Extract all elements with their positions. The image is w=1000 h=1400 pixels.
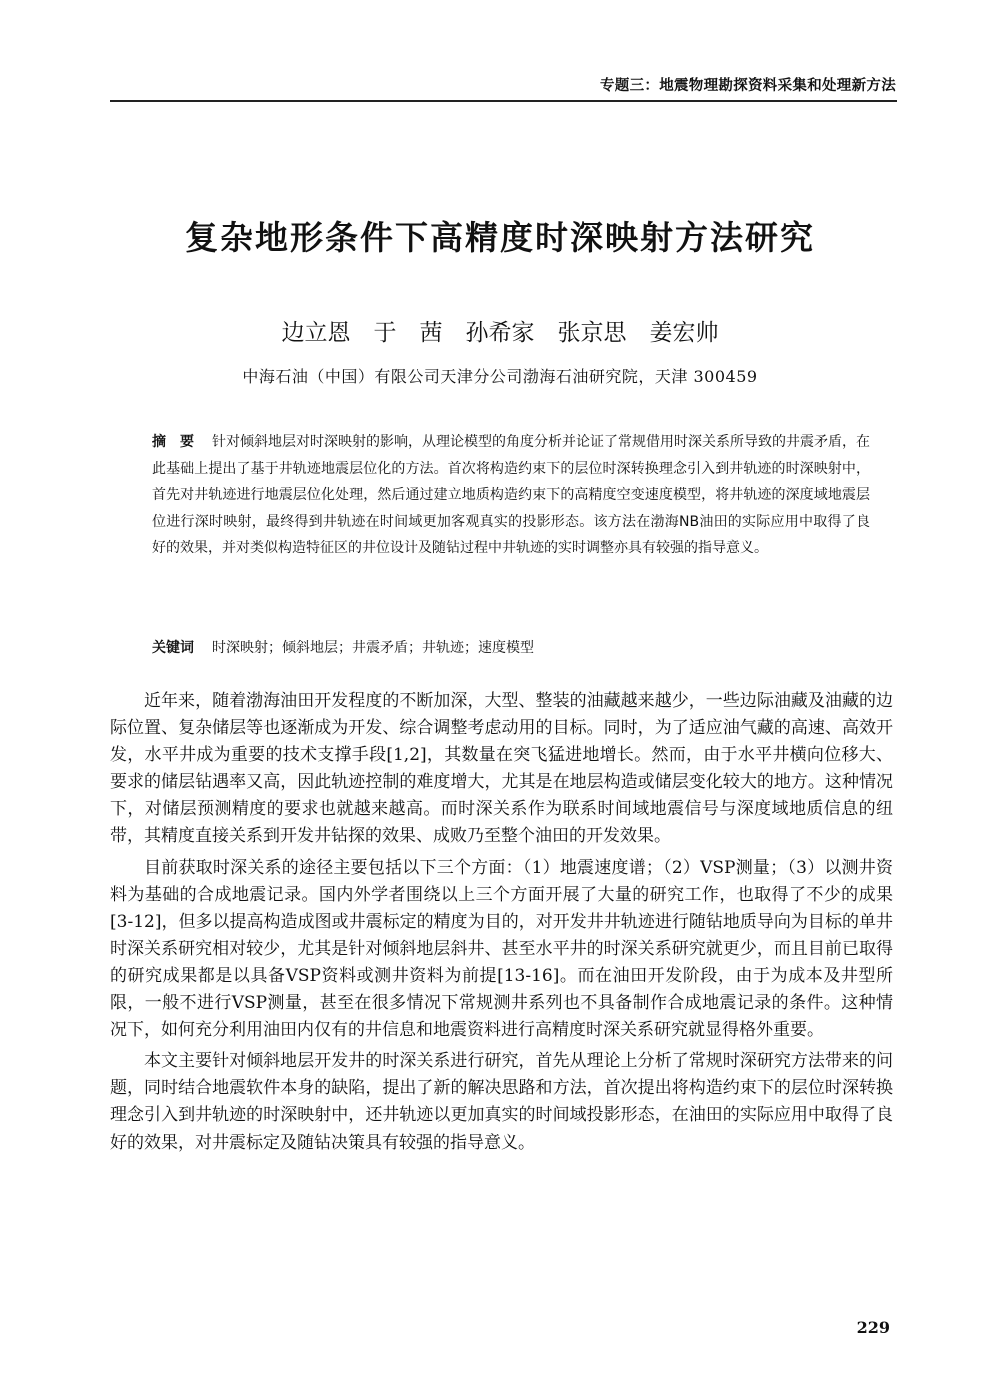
body-paragraph: 目前获取时深关系的途径主要包括以下三个方面：（1）地震速度谱；（2）VSP测量；（3）以测井资料为基础的合成地震记录。国内外学者围绕以上三个方面开展了大量的研究工作，也取得了不少的成果[3-12]，但多以提高构造成图或井震标定的精度为目的，对开发井井轨迹进行随钻地质导向为目标的单井时深关系研究相对较少，尤其是针对倾斜地层斜井、甚至水平井的时深关系研究就更少，而且目前已取得的研究成果都是以具备VSP资料或测井资料为前提[13-16]。而在油田开发阶段，由于为成本及井型所限，一般不进行VSP测量，甚至在很多情况下常规测井系列也不具备制作合成地震记录的条件。这种情况下，如何充分利用油田内仅有的井信息和地震资料进行高精度时深关系研究就显得格外重要。 — [110, 857, 893, 1041]
affiliation: 中海石油（中国）有限公司天津分公司渤海石油研究院，天津 300459 — [242, 367, 758, 386]
body-paragraph: 近年来，随着渤海油田开发程度的不断加深，大型、整装的油藏越来越少，一些边际油藏及油藏的边际位置、复杂储层等也逐渐成为开发、综合调整考虑动用的目标。同时，为了适应油气藏的高速、高效开发，水平井成为重要的技术支撑手段[1,2]，其数量在突飞猛进地增长。然而，由于水平井横向位移大、要求的储层钻遇率又高，因此轨迹控制的难度增大，尤其是在地层构造或储层变化较大的地方。这种情况下，对储层预测精度的要求也就越来越高。而时深关系作为联系时间域地震信号与深度域地质信息的纽带，其精度直接关系到开发井钻探的效果、成败乃至整个油田的开发效果。 — [110, 691, 893, 847]
abstract-block — [152, 429, 870, 562]
page-number: 229 — [856, 1318, 890, 1337]
abstract-label: 摘 要 — [152, 434, 194, 450]
paper-title: 复杂地形条件下高精度时深映射方法研究 — [185, 218, 815, 257]
keywords-block — [152, 637, 870, 657]
body-paragraph: 本文主要针对倾斜地层开发井的时深关系进行研究，首先从理论上分析了常规时深研究方法带来的问题，同时结合地震软件本身的缺陷，提出了新的解决思路和方法，首次提出将构造约束下的层位时深转换理念引入到井轨迹的时深映射中，还井轨迹以更加真实的时间域投影形态，在油田的实际应用中取得了良好的效果，对井震标定及随钻决策具有较强的指导意义。 — [110, 1051, 893, 1153]
main-body — [110, 688, 893, 1161]
author-list: 边立恩 于 茜 孙希家 张京思 姜宏帅 — [281, 320, 719, 346]
header-divider — [110, 100, 897, 102]
keywords-label: 关键词 — [152, 640, 194, 656]
keywords-text: 时深映射；倾斜地层；井震矛盾；井轨迹；速度模型 — [212, 640, 534, 656]
running-header: 专题三：地震物理勘探资料采集和处理新方法 — [600, 78, 896, 94]
abstract-text: 针对倾斜地层对时深映射的影响，从理论模型的角度分析并论证了常规借用时深关系所导致的井震矛盾，在此基础上提出了基于井轨迹地震层位化的方法。首次将构造约束下的层位时深转换理念引入到井轨迹的时深映射中，首先对井轨迹进行地震层位化处理，然后通过建立地质构造约束下的高精度空变速度模型，将井轨迹的深度域地震层位进行深时映射，最终得到井轨迹在时间域更加客观真实的投影形态。该方法在渤海NB油田的实际应用中取得了良好的效果，并对类似构造特征区的井位设计及随钻过程中井轨迹的实时调整亦具有较强的指导意义。 — [152, 434, 870, 557]
